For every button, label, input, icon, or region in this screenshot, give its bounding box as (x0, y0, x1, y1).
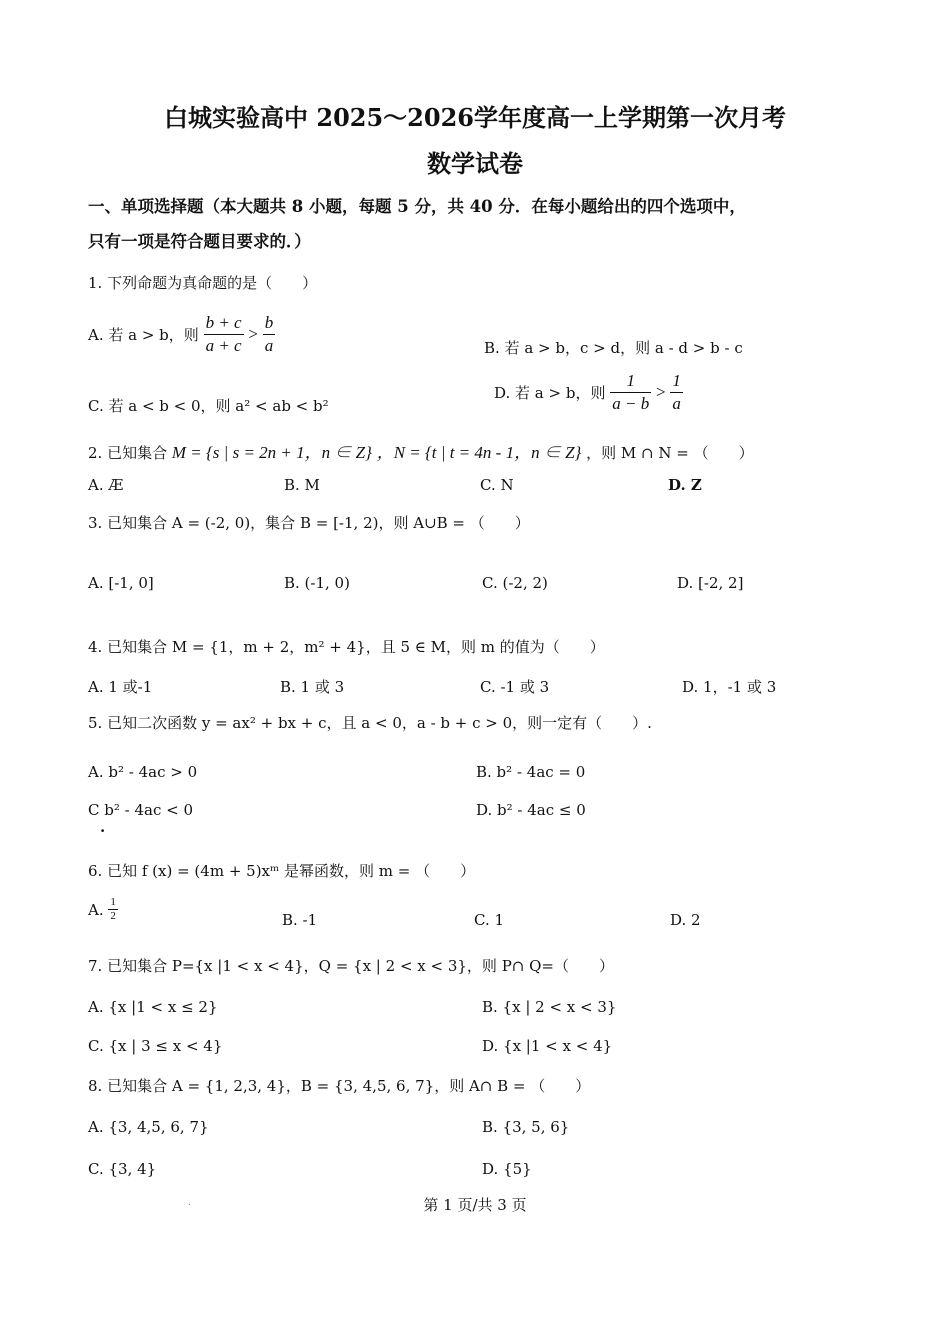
q5-option-c: C b² - 4ac < 0 (88, 801, 193, 819)
q1-option-c: C. 若 a < b < 0，则 a² < ab < b² (88, 397, 329, 415)
q6-option-a-frac (108, 896, 118, 923)
frac-denominator: 2 (110, 910, 116, 922)
q4-option-a: A. 1 或-1 (88, 678, 153, 696)
q6-option-d: D. 2 (670, 911, 701, 929)
q6-option-a-label: A. (88, 900, 104, 919)
frac-denominator: a (672, 394, 681, 413)
q5-option-b: B. b² - 4ac = 0 (476, 763, 586, 781)
q5-option-d: D. b² - 4ac ≤ 0 (476, 801, 586, 819)
frac-denominator: a − b (612, 394, 650, 413)
section-heading-line1: 一、单项选择题（本大题共 8 小题，每题 5 分，共 40 分．在每小题给出的四个选项中， (88, 197, 746, 216)
exam-title: 白城实验高中 2025～2026学年度高一上学期第一次月考 (164, 103, 786, 132)
q3-option-b: B. (-1, 0) (284, 574, 350, 592)
q1-option-a-frac-left (204, 312, 244, 357)
q1-option-d (494, 370, 683, 415)
q1-option-b: B. 若 a > b，c > d，则 a - d > b - c (484, 339, 743, 357)
q8-option-b: B. {3, 5, 6} (482, 1118, 570, 1136)
q4-option-c: C. -1 或 3 (480, 678, 550, 696)
q7-option-b: B. {x | 2 < x < 3} (482, 998, 617, 1016)
q4-option-b: B. 1 或 3 (280, 678, 345, 696)
q3-stem: 3. 已知集合 A = (-2, 0)，集合 B = [-1, 2)，则 A∪B = （ ） (88, 514, 530, 532)
frac-numerator: 1 (110, 896, 116, 908)
q2-option-c: C. N (480, 476, 514, 494)
q6-option-b: B. -1 (282, 911, 318, 929)
frac-numerator: b (263, 312, 276, 335)
q6-stem: 6. 已知 f (x) = (4m + 5)xᵐ 是幂函数，则 m = （ ） (88, 862, 476, 880)
q3-option-a: A. [-1, 0] (88, 574, 154, 592)
q8-option-c: C. {3, 4} (88, 1160, 157, 1178)
q1-option-d-frac-left (610, 370, 651, 415)
q7-option-d: D. {x |1 < x < 4} (482, 1037, 613, 1055)
q2-stem-suffix: ，则 M ∩ N = （ ） (586, 444, 754, 462)
q1-option-a-frac-right (263, 312, 276, 357)
q1-option-d-frac-right (670, 370, 683, 415)
q1-option-a-relation: > (248, 324, 258, 344)
q1-option-a (88, 312, 275, 357)
stray-dot: . (188, 1198, 191, 1208)
q7-stem: 7. 已知集合 P={x |1 < x < 4}，Q = {x | 2 < x < 3}，则 P∩ Q=（ ） (88, 957, 614, 975)
q6-option-a (88, 896, 118, 923)
page-number: 第 1 页/共 3 页 (423, 1196, 527, 1214)
q8-stem: 8. 已知集合 A = {1, 2,3, 4}，B = {3, 4,5, 6, 7}，则 A∩ B = （ ） (88, 1077, 591, 1095)
frac-denominator: a (264, 336, 274, 355)
q5-stem: 5. 已知二次函数 y = ax² + bx + c，且 a < 0，a - b + c > 0，则一定有（ ）. (88, 714, 652, 732)
q7-option-a: A. {x |1 < x ≤ 2} (88, 998, 218, 1016)
q5-option-c-dot: . (100, 818, 106, 836)
frac-numerator: b + c (204, 312, 244, 335)
q8-option-a: A. {3, 4,5, 6, 7} (88, 1118, 209, 1136)
q2-option-b: B. M (284, 476, 320, 494)
q4-stem: 4. 已知集合 M = {1，m + 2，m² + 4}，且 5 ∈ M，则 m 的值为（ ） (88, 638, 605, 656)
q3-option-c: C. (-2, 2) (482, 574, 548, 592)
frac-numerator: 1 (610, 370, 651, 393)
frac-denominator: a + c (205, 336, 242, 355)
q2-stem-prefix: 2. 已知集合 (88, 444, 168, 462)
q5-option-a: A. b² - 4ac > 0 (88, 763, 198, 781)
q7-option-c: C. {x | 3 ≤ x < 4} (88, 1037, 223, 1055)
q2-set-n: ，N = {t | t = 4n - 1，n ∈ Z} (376, 443, 582, 462)
q2-option-a: A. Æ (88, 476, 124, 494)
q3-option-d: D. [-2, 2] (677, 574, 744, 592)
q2-option-d: D. Z (668, 476, 702, 494)
q4-option-d: D. 1，-1 或 3 (682, 678, 777, 696)
q1-option-d-text: D. 若 a > b，则 (494, 384, 606, 402)
q1-option-a-text: A. 若 a > b，则 (88, 326, 199, 344)
q2-stem (88, 438, 754, 463)
exam-subtitle: 数学试卷 (427, 149, 523, 178)
frac-numerator: 1 (670, 370, 683, 393)
section-heading-line2: 只有一项是符合题目要求的．） (88, 232, 311, 251)
q6-option-c: C. 1 (474, 911, 505, 929)
q1-option-d-relation: > (656, 382, 666, 402)
q2-set-m: M = {s | s = 2n + 1，n ∈ Z} (171, 443, 372, 462)
q1-stem: 1. 下列命题为真命题的是（ ） (88, 274, 318, 292)
q8-option-d: D. {5} (482, 1160, 532, 1178)
